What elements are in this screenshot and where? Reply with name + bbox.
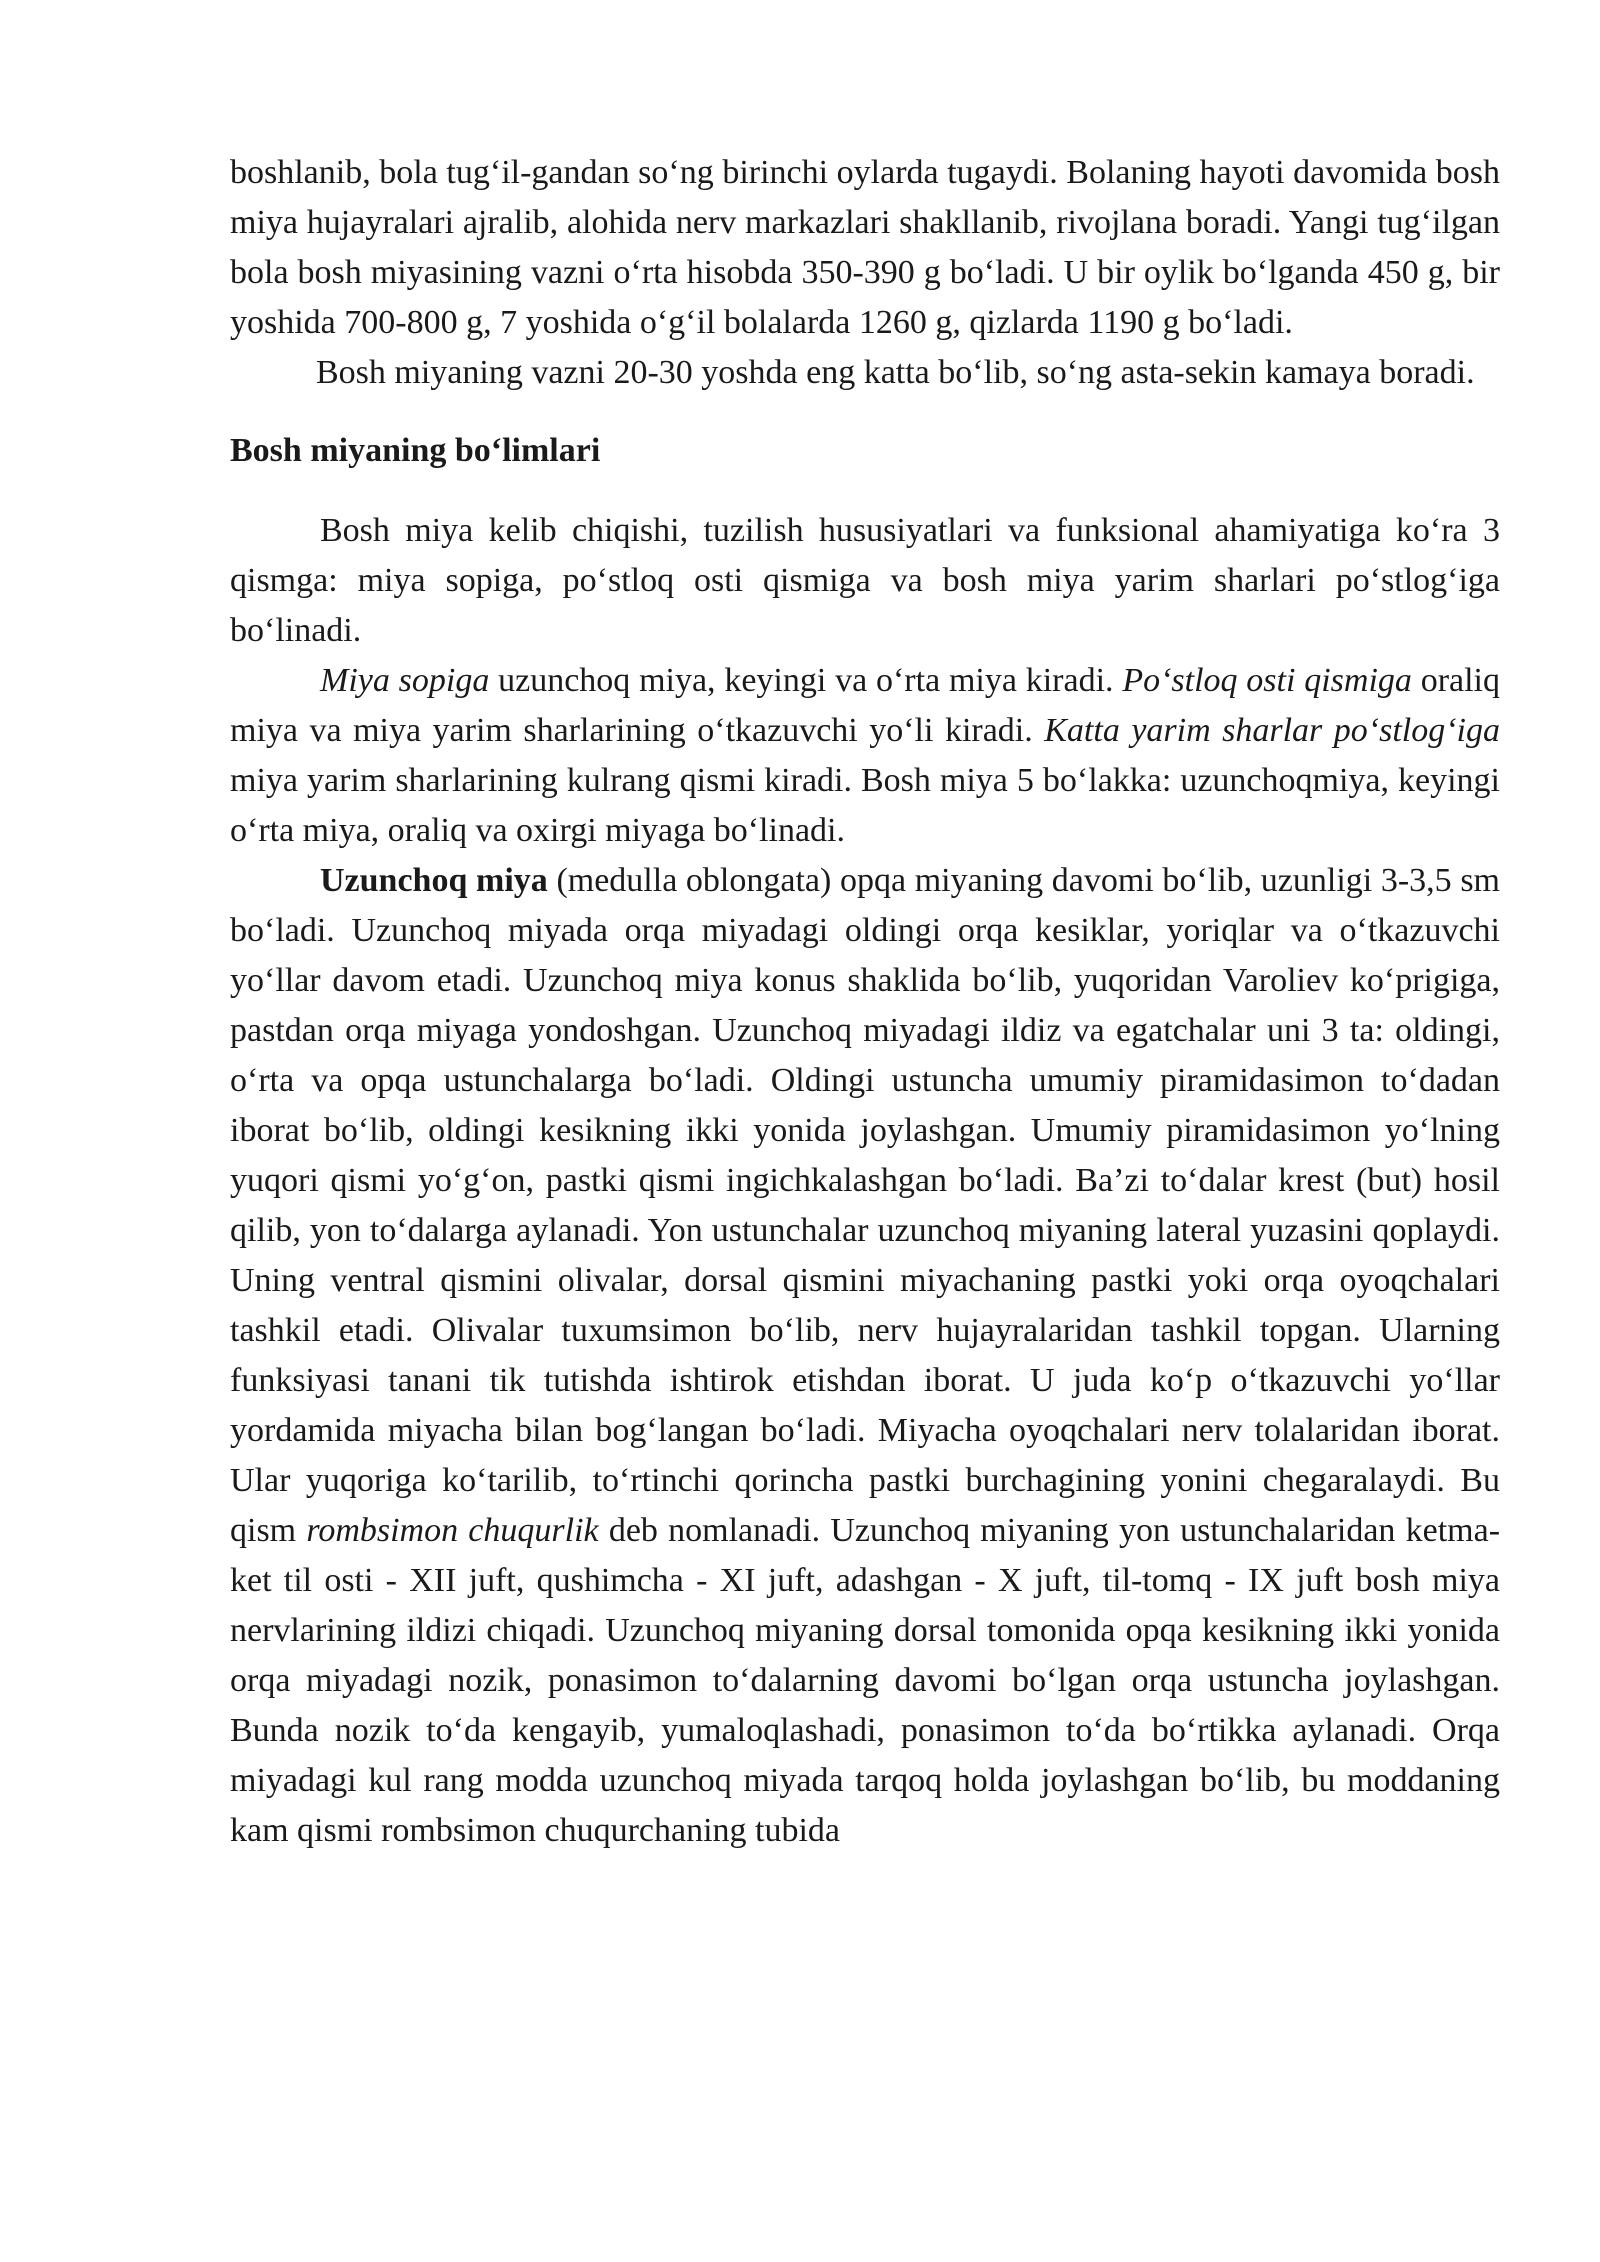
term-miya-sopi: Miya sopiga: [320, 662, 490, 699]
section-heading: Bosh miyaning bo‘limlari: [230, 432, 601, 469]
paragraph-brain-parts: Bosh miya kelib chiqishi, tuzilish hususiyatlari va funksional ahamiyatiga ko‘ra 3 qismga: miya sopiga, po‘stloq osti qismiga va bosh miya yarim sharlari po‘stlog‘iga bo‘linadi.: [230, 512, 1500, 649]
text-segment: uzunchoq miya, keyingi va o‘rta miya kiradi.: [489, 662, 1123, 699]
paragraph-brain-weight: Bosh miyaning vazni 20-30 yoshda eng katta bo‘lib, so‘ng asta-sekin kamaya boradi.: [316, 354, 1475, 391]
term-postloq-osti: Po‘stloq osti qismiga: [1122, 662, 1412, 699]
paragraph-brain-divisions: [230, 656, 1500, 856]
text-segment: miya yarim sharlarining kulrang qismi kiradi. Bosh miya 5 bo‘lakka: uzunchoqmiya, keyingi o‘rta miya, oraliq va oxirgi miyaga bo‘linadi.: [230, 762, 1500, 849]
term-uzunchoq-miya: Uzunchoq miya: [320, 862, 548, 899]
text-segment: deb nomlanadi. Uzunchoq miyaning yon ustunchalaridan ketma-ket til osti - XII juft, qushimcha - XI juft, adashgan - X juft, til-tomq - IX juft bosh miya nervlarining ildizi chiqadi. Uzunchoq miyaning dorsal tomonida opqa kesikning ikki yonida orqa miyadagi nozik, ponasimon to‘dalarning davomi bo‘lgan orqa ustuncha joylashgan. Bunda nozik to‘da kengayib, yumaloqlashadi, ponasimon to‘da bo‘rtikka aylanadi. Orqa miyadagi kul rang modda uzunchoq miyada tarqoq holda joylashgan bo‘lib, bu moddaning kam qismi rombsimon chuqurchaning tubida: [230, 1512, 1501, 1849]
text-segment: oraliq miya va miya yarim sharlarining o‘tkazuvchi yo‘li kiradi.: [230, 662, 1500, 749]
paragraph-medulla-oblongata: [230, 856, 1500, 1856]
term-rombsimon-chuqurlik: rombsimon chuqurlik: [306, 1512, 599, 1549]
paragraph-intro: boshlanib, bola tug‘il-gandan so‘ng birinchi oylarda tugaydi. Bolaning hayoti davomida bosh miya hujayralari ajralib, alohida nerv markazlari shakllanib, rivojlana boradi. Yangi tug‘ilgan bola bosh miyasining vazni o‘rta hisobda 350-390 g bo‘ladi. U bir oylik bo‘lganda 450 g, bir yoshida 700-800 g, 7 yoshida o‘g‘il bolalarda 1260 g, qizlarda 1190 g bo‘ladi.: [230, 154, 1500, 341]
page-content: [230, 148, 1500, 1856]
text-segment: (medulla oblongata) opqa miyaning davomi bo‘lib, uzunligi 3-3,5 sm bo‘ladi. Uzunchoq miyada orqa miyadagi oldingi orqa kesiklar, yoriqlar va o‘tkazuvchi yo‘llar davom etadi. Uzunchoq miya konus shaklida bo‘lib, yuqoridan Varoliev ko‘prigiga, pastdan orqa miyaga yondoshgan. Uzunchoq miyadagi ildiz va egatchalar uni 3 ta: oldingi, o‘rta va opqa ustunchalarga bo‘ladi. Oldingi ustuncha umumiy piramidasimon to‘dadan iborat bo‘lib, oldingi kesikning ikki yonida joylashgan. Umumiy piramidasimon yo‘lning yuqori qismi yo‘g‘on, pastki qismi ingichkalashgan bo‘ladi. Ba’zi to‘dalar krest (but) hosil qilib, yon to‘dalarga aylanadi. Yon ustunchalar uzunchoq miyaning lateral yuzasini qoplaydi. Uning ventral qismini olivalar, dorsal qismini miyachaning pastki yoki orqa oyoqchalari tashkil etadi. Olivalar tuxumsimon bo‘lib, nerv hujayralaridan tashkil topgan. Ularning funksiyasi tanani tik tutishda ishtirok etishdan iborat. U juda ko‘p o‘tkazuvchi yo‘llar yordamida miyacha bilan bog‘langan bo‘ladi. Miyacha oyoqchalari nerv tolalaridan iborat. Ular yuqoriga ko‘tarilib, to‘rtinchi qorincha pastki burchagining yonini chegaralaydi. Bu qism: [230, 862, 1501, 1549]
term-katta-yarim-sharlar: Katta yarim sharlar po‘stlog‘iga: [1044, 712, 1500, 749]
